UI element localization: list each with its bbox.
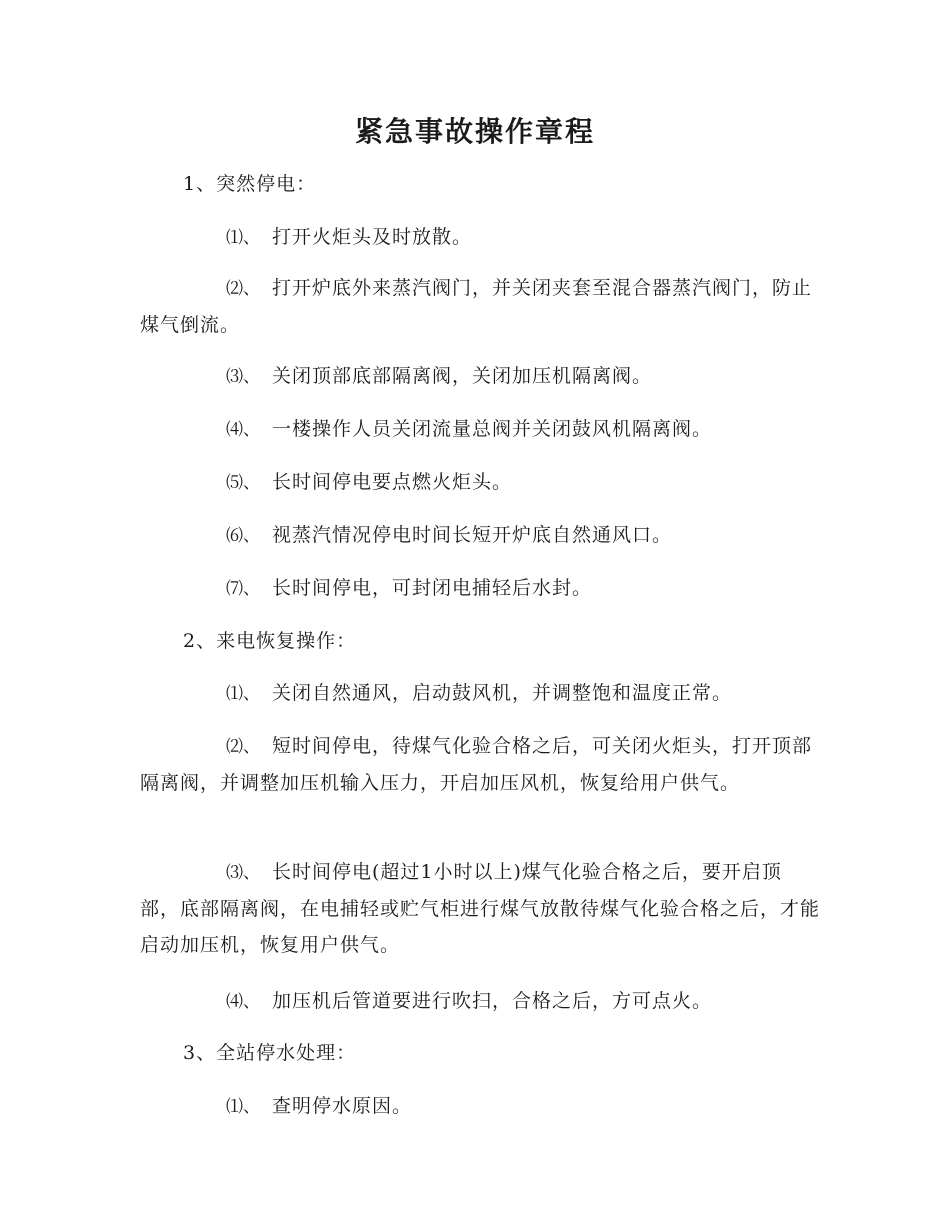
- list-item: [140, 854, 820, 963]
- item-number: ⑷、: [226, 992, 260, 1012]
- paragraph-text: 长时间停电，可封闭电捕轻后水封。: [272, 577, 593, 599]
- list-item: [140, 270, 820, 343]
- list-item: [140, 464, 820, 501]
- item-number: ⑸、: [226, 473, 260, 493]
- list-item: [140, 983, 820, 1020]
- list-item: [140, 411, 820, 448]
- paragraph-text: 长时间停电要点燃火炬头。: [272, 471, 513, 493]
- list-item: [140, 517, 820, 554]
- paragraph-text: 短时间停电，待煤气化验合格之后，可关闭火炬头，打开顶部隔离阀，并调整加压机输入压力，开启加压风机，恢复给用户供气。: [140, 735, 813, 794]
- paragraph-text: 1、突然停电：: [183, 173, 317, 195]
- item-number: ⑴、: [226, 684, 260, 704]
- item-number: ⑺、: [226, 579, 260, 599]
- paragraph-text: 3、全站停水处理：: [183, 1042, 357, 1064]
- item-number: ⑶、: [226, 863, 260, 883]
- paragraph-text: 视蒸汽情况停电时间长短开炉底自然通风口。: [272, 524, 673, 546]
- paragraph-text: 关闭自然通风，启动鼓风机，并调整饱和温度正常。: [272, 682, 733, 704]
- list-item: [140, 1088, 820, 1125]
- item-number: ⑴、: [226, 1097, 260, 1117]
- list-item: [140, 219, 820, 256]
- paragraph-text: 加压机后管道要进行吹扫，合格之后，方可点火。: [272, 990, 713, 1012]
- item-number: ⑵、: [226, 279, 260, 299]
- item-number: ⑴、: [226, 228, 260, 248]
- list-item: [140, 728, 820, 801]
- item-number: ⑶、: [226, 367, 260, 387]
- list-item: [140, 358, 820, 395]
- item-number: ⑷、: [226, 420, 260, 440]
- paragraph-text: 2、来电恢复操作：: [183, 630, 357, 652]
- paragraph-text: 打开炉底外来蒸汽阀门，并关闭夹套至混合器蒸汽阀门，防止煤气倒流。: [140, 277, 813, 336]
- paragraph-text: 查明停水原因。: [272, 1095, 413, 1117]
- section-heading: [140, 1035, 820, 1071]
- list-item: [140, 570, 820, 607]
- paragraph-text: 关闭顶部底部隔离阀，关闭加压机隔离阀。: [272, 365, 653, 387]
- item-number: ⑵、: [226, 737, 260, 757]
- section-heading: [140, 166, 820, 202]
- page-title: 紧急事故操作章程: [354, 115, 595, 148]
- section-heading: [140, 623, 820, 659]
- paragraph-text: 长时间停电(超过1小时以上)煤气化验合格之后，要开启顶部，底部隔离阀，在电捕轻或贮气柜进行煤气放散待煤气化验合格之后，才能启动加压机，恢复用户供气。: [140, 861, 821, 956]
- paragraph-text: 打开火炬头及时放散。: [272, 226, 473, 248]
- item-number: ⑹、: [226, 526, 260, 546]
- paragraph-text: 一楼操作人员关闭流量总阀并关闭鼓风机隔离阀。: [272, 418, 713, 440]
- list-item: [140, 675, 820, 712]
